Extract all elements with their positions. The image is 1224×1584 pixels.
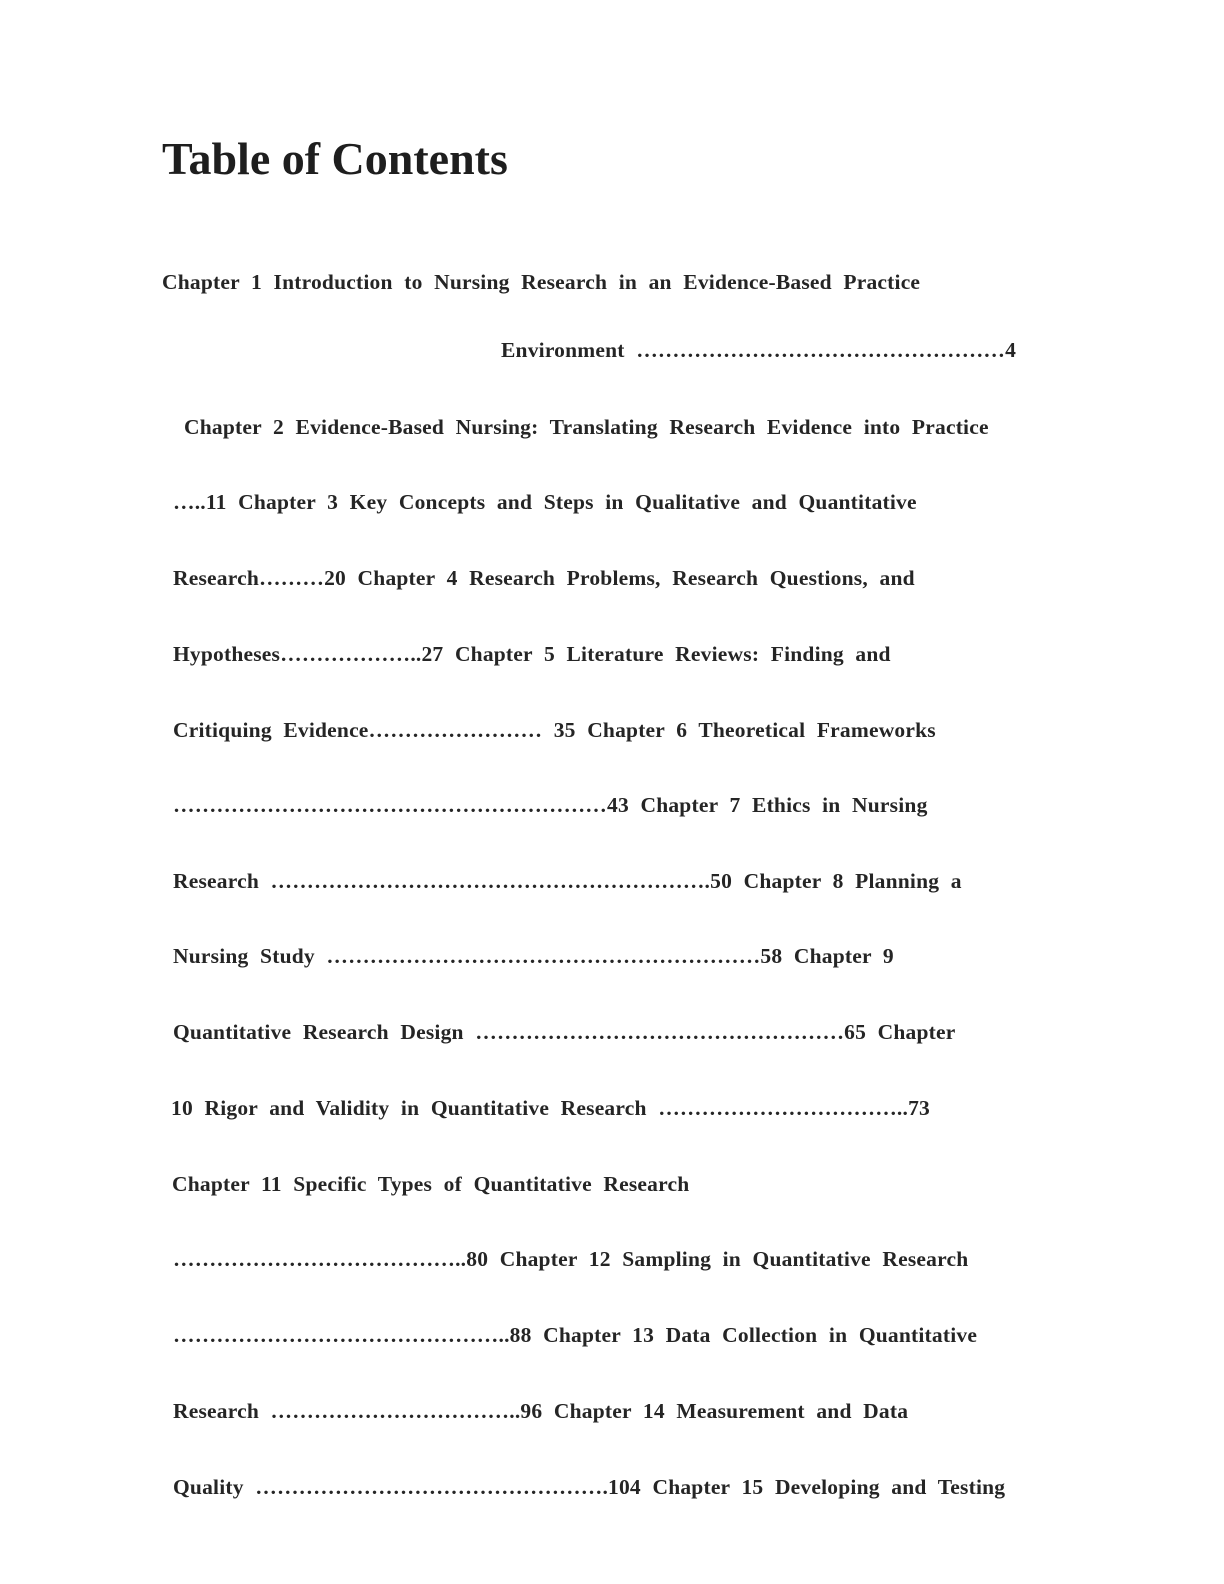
toc-line-14: …………………………………..80 Chapter 12 Sampling in Quantitative Research [173,1247,969,1271]
toc-line-17: Quality ………………………………………….104 Chapter 15 Developing and Testing [173,1475,1006,1499]
toc-line-7: Critiquing Evidence…………………… 35 Chapter 6 Theoretical Frameworks [173,718,936,742]
toc-line-13: Chapter 11 Specific Types of Quantitative Research [172,1172,690,1196]
toc-line-12: 10 Rigor and Validity in Quantitative Research ……………………………..73 [171,1096,930,1120]
toc-line-2: Environment ……………………………………………4 [501,338,1017,362]
toc-line-6: Hypotheses………………..27 Chapter 5 Literature Reviews: Finding and [173,642,891,666]
toc-line-4: …..11 Chapter 3 Key Concepts and Steps in Qualitative and Quantitative [173,490,917,514]
toc-line-3: Chapter 2 Evidence-Based Nursing: Translating Research Evidence into Practice [184,415,989,439]
toc-line-9: Research …………………………………………………….50 Chapter 8 Planning a [173,869,962,893]
toc-line-5: Research………20 Chapter 4 Research Problems, Research Questions, and [173,566,915,590]
page-title: Table of Contents [162,133,508,184]
toc-line-11: Quantitative Research Design ……………………………………………65 Chapter [173,1020,956,1044]
toc-line-15: ………………………………………..88 Chapter 13 Data Collection in Quantitative [173,1323,978,1347]
toc-line-10: Nursing Study ……………………………………………………58 Chapter 9 [173,944,894,968]
toc-line-8: ……………………………………………………43 Chapter 7 Ethics in Nursing [173,793,928,817]
toc-line-16: Research ……………………………..96 Chapter 14 Measurement and Data [173,1399,909,1423]
toc-line-1: Chapter 1 Introduction to Nursing Research in an Evidence-Based Practice [162,270,921,294]
